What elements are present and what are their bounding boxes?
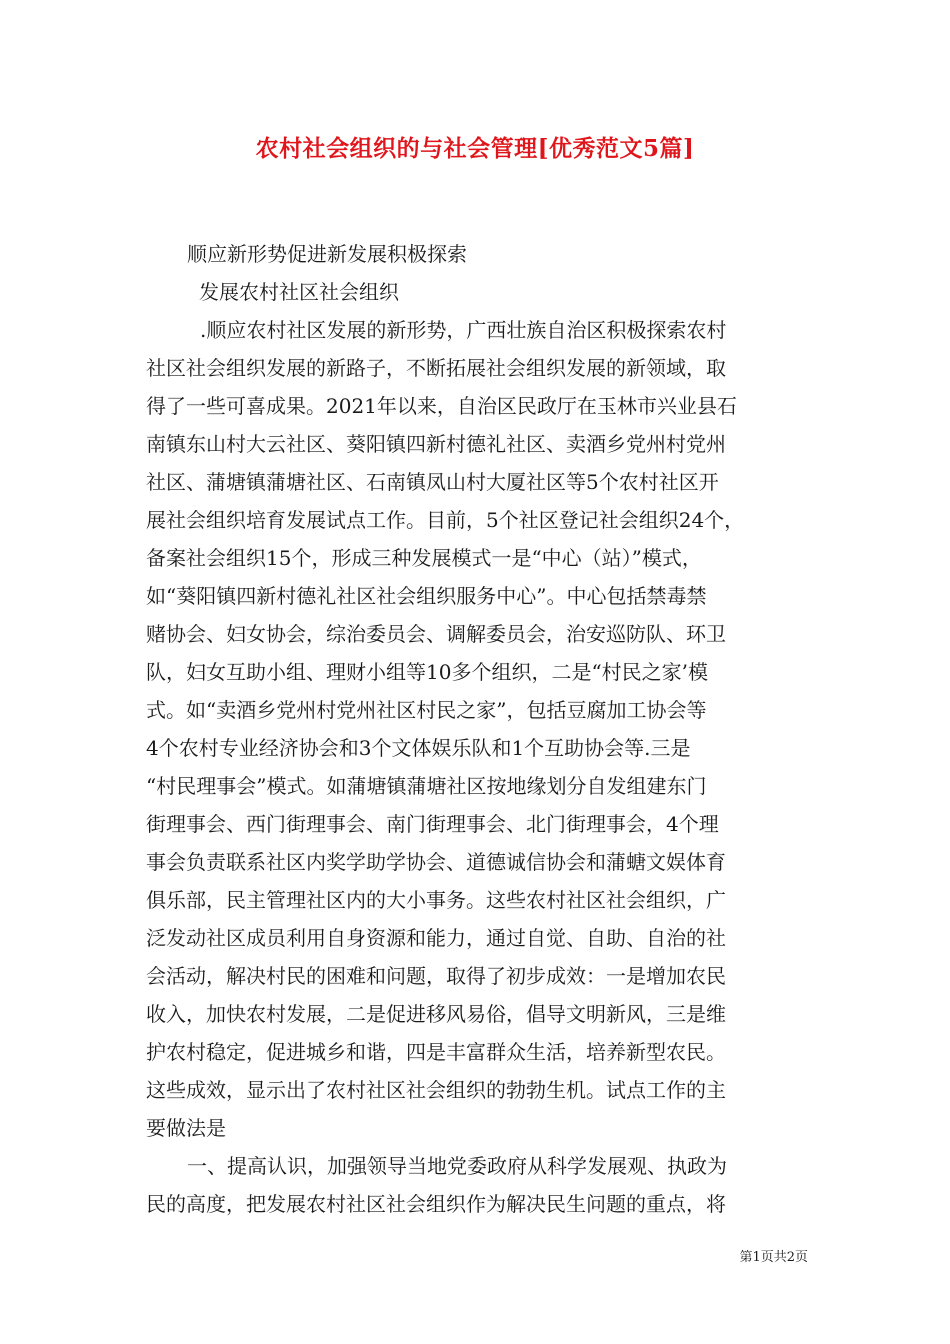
body-line: .顺应农村社区发展的新形势，广西壮族自治区积极探索农村 — [200, 318, 727, 342]
body-line: 泛发动社区成员利用自身资源和能力，通过自觉、自助、自治的社 — [146, 926, 726, 950]
body-line: 护农村稳定，促进城乡和谐，四是丰富群众生活，培养新型农民。 — [146, 1040, 726, 1064]
body-line: 备案社会组织15个，形成三种发展模式一是“中心（站）”模式， — [146, 546, 702, 570]
body-line: “村民理事会”模式。如蒲塘镇蒲塘社区按地缘划分自发组建东门 — [146, 774, 707, 798]
document-title: 农村社会组织的与社会管理[优秀范文5篇] — [255, 135, 695, 162]
body-line: 展社会组织培育发展试点工作。目前，5个社区登记社会组织24个， — [146, 508, 745, 532]
body-line: 赌协会、妇女协会，综治委员会、调解委员会，治安巡防队、环卫 — [146, 622, 726, 646]
body-line: 这些成效，显示出了农村社区社会组织的勃勃生机。试点工作的主 — [146, 1078, 726, 1102]
body-line: 收入，加快农村发展，二是促进移风易俗，倡导文明新风，三是维 — [146, 1002, 726, 1026]
body-line: 一、提高认识，加强领导当地党委政府从科学发展观、执政为 — [187, 1154, 727, 1178]
body-line: 事会负责联系社区内奖学助学协会、道德诚信协会和蒲螗文娱体育 — [146, 850, 726, 874]
body-line: 发展农村社区社会组织 — [199, 280, 399, 304]
body-line: 会活动，解决村民的困难和问题，取得了初步成效：一是增加农民 — [146, 964, 726, 988]
body-line: 街理事会、西门街理事会、南门街理事会、北门街理事会，4个理 — [146, 812, 719, 836]
page-number-footer: 第1页共2页 — [739, 1250, 808, 1265]
body-line: 南镇东山村大云社区、葵阳镇四新村德礼社区、卖酒乡党州村党州 — [146, 432, 726, 456]
body-line: 队，妇女互助小组、理财小组等10多个组织，二是“村民之家’模 — [146, 660, 709, 684]
body-line: 得了一些可喜成果。2021年以来，自治区民政厅在玉林市兴业县石 — [146, 394, 737, 418]
body-line: 顺应新形势促进新发展积极探索 — [187, 242, 467, 266]
body-line: 式。如“卖酒乡党州村党州社区村民之家”，包括豆腐加工协会等 — [146, 698, 707, 722]
body-line: 社区、蒲塘镇蒲塘社区、石南镇凤山村大厦社区等5个农村社区开 — [146, 470, 719, 494]
body-line: 如“葵阳镇四新村德礼社区社会组织服务中心”。中心包括禁毒禁 — [146, 584, 707, 608]
body-line: 4个农村专业经济协会和3个文体娱乐队和1个互助协会等.三是 — [146, 736, 691, 760]
body-line: 民的高度，把发展农村社区社会组织作为解决民生问题的重点，将 — [146, 1192, 726, 1216]
body-line: 要做法是 — [146, 1116, 226, 1140]
body-line: 俱乐部，民主管理社区内的大小事务。这些农村社区社会组织，广 — [146, 888, 726, 912]
body-line: 社区社会组织发展的新路子，不断拓展社会组织发展的新领域，取 — [146, 356, 726, 380]
